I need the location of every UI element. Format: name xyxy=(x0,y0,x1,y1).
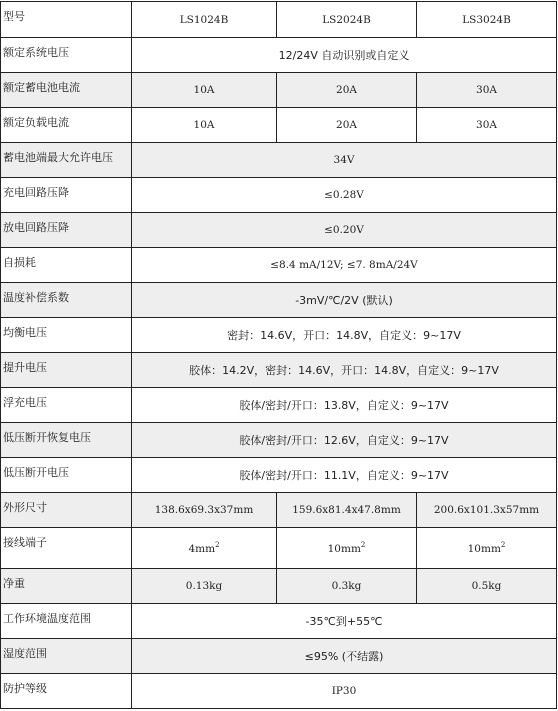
table-row xyxy=(1,528,557,569)
row-label: 低压断开电压 xyxy=(1,458,132,493)
table-row xyxy=(1,423,557,458)
value-cell: 30A xyxy=(417,108,557,143)
spec-table xyxy=(0,1,557,709)
value-cell xyxy=(132,528,277,569)
superscript: 2 xyxy=(360,541,366,549)
table-row xyxy=(1,674,557,709)
table-row xyxy=(1,458,557,493)
value-cell: 138.6x69.3x37mm xyxy=(132,493,277,528)
row-value: -35℃到+55℃ xyxy=(132,604,557,639)
row-value: 胶体/密封/开口：11.1V，自定义：9~17V xyxy=(132,458,557,493)
table-row xyxy=(1,73,557,108)
value-cell xyxy=(277,528,417,569)
row-label: 工作环境温度范围 xyxy=(1,604,132,639)
table-row xyxy=(1,604,557,639)
row-value: IP30 xyxy=(132,674,557,709)
row-label: 充电回路压降 xyxy=(1,178,132,213)
row-label: 额定系统电压 xyxy=(1,38,132,73)
table-row xyxy=(1,248,557,283)
row-value: 12/24V 自动识别或自定义 xyxy=(132,38,557,73)
superscript: 2 xyxy=(500,541,506,549)
superscript: 2 xyxy=(215,541,220,549)
row-value: ≤95% (不结露) xyxy=(132,639,557,674)
row-value: 34V xyxy=(132,143,557,178)
model-cell: LS3024B xyxy=(417,2,557,38)
value-cell: 30A xyxy=(417,73,557,108)
row-value: ≤0.20V xyxy=(132,213,557,248)
row-label: 防护等级 xyxy=(1,674,132,709)
row-label: 低压断开恢复电压 xyxy=(1,423,132,458)
table-row xyxy=(1,38,557,73)
value-cell: 20A xyxy=(277,73,417,108)
table-row xyxy=(1,283,557,318)
row-label: 提升电压 xyxy=(1,353,132,388)
model-cell: LS1024B xyxy=(132,2,277,38)
table-row xyxy=(1,318,557,353)
row-value: 胶体/密封/开口：13.8V，自定义：9~17V xyxy=(132,388,557,423)
value-cell xyxy=(417,528,557,569)
value-cell: 159.6x81.4x47.8mm xyxy=(277,493,417,528)
table-row xyxy=(1,353,557,388)
row-value: ≤8.4 mA/12V; ≤7. 8mA/24V xyxy=(132,248,557,283)
value-cell: 0.5kg xyxy=(417,569,557,604)
row-label: 蓄电池端最大允许电压 xyxy=(1,143,132,178)
row-value: -3mV/℃/2V (默认) xyxy=(132,283,557,318)
value-cell: 10A xyxy=(132,108,277,143)
value-cell: 10A xyxy=(132,73,277,108)
row-label: 放电回路压降 xyxy=(1,213,132,248)
row-value: 胶体/密封/开口：12.6V，自定义：9~17V xyxy=(132,423,557,458)
table-row xyxy=(1,213,557,248)
terminal-size: 10mm xyxy=(467,543,501,555)
row-label: 净重 xyxy=(1,569,132,604)
row-label: 均衡电压 xyxy=(1,318,132,353)
row-label: 型号 xyxy=(1,2,132,38)
terminal-size: 10mm xyxy=(327,543,361,555)
row-label: 额定蓄电池电流 xyxy=(1,73,132,108)
row-label: 外形尺寸 xyxy=(1,493,132,528)
row-label: 额定负载电流 xyxy=(1,108,132,143)
row-label: 湿度范围 xyxy=(1,639,132,674)
terminal-size: 4mm xyxy=(188,543,216,555)
row-value: ≤0.28V xyxy=(132,178,557,213)
row-value: 密封：14.6V，开口：14.8V，自定义：9~17V xyxy=(132,318,557,353)
table-row xyxy=(1,639,557,674)
table-row xyxy=(1,2,557,38)
table-row xyxy=(1,108,557,143)
value-cell: 200.6x101.3x57mm xyxy=(417,493,557,528)
model-cell: LS2024B xyxy=(277,2,417,38)
value-cell: 20A xyxy=(277,108,417,143)
value-cell: 0.3kg xyxy=(277,569,417,604)
table-row xyxy=(1,493,557,528)
row-label: 浮充电压 xyxy=(1,388,132,423)
value-cell: 0.13kg xyxy=(132,569,277,604)
table-row xyxy=(1,178,557,213)
row-label: 温度补偿系数 xyxy=(1,283,132,318)
table-row xyxy=(1,388,557,423)
table-row xyxy=(1,143,557,178)
row-value: 胶体：14.2V，密封：14.6V，开口：14.8V，自定义：9~17V xyxy=(132,353,557,388)
table-row xyxy=(1,569,557,604)
row-label: 自损耗 xyxy=(1,248,132,283)
row-label: 接线端子 xyxy=(1,528,132,569)
